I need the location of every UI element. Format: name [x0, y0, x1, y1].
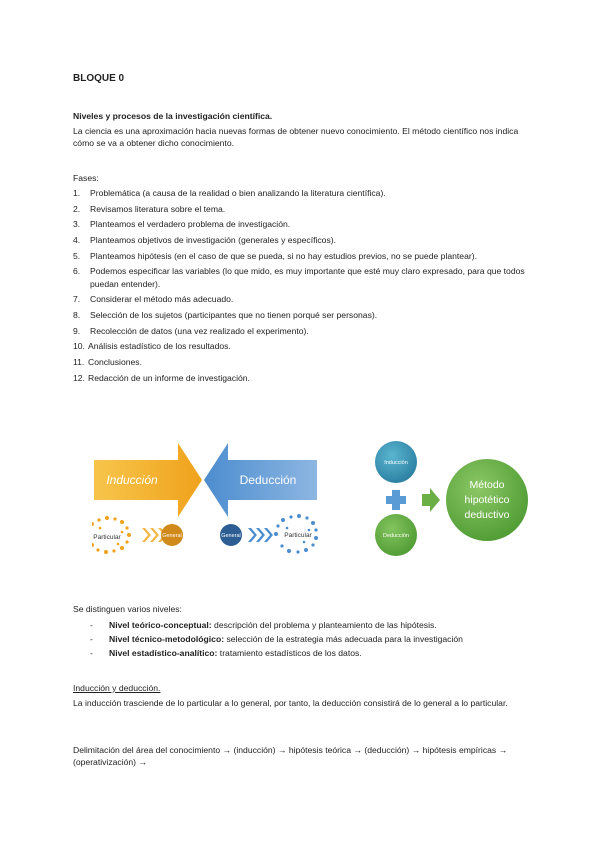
delimitacion-paragraph: Delimitación del área del conocimiento → (inducción) → hipótesis teórica → (deducción) → hipótesis empíricas → (operativización) →	[73, 745, 508, 768]
induccion-circle-label: Inducción	[384, 460, 408, 466]
list-item: 10. Análisis estadístico de los resultados.	[73, 341, 231, 352]
list-item: 6. Podemos especificar las variables (lo que mido, es muy importante que esté muy claro expresado, para que todos puedan entender).	[73, 266, 525, 289]
section-title: Niveles y procesos de la investigación científica.	[73, 111, 273, 121]
green-arrow-icon	[422, 488, 440, 512]
list-item: 2. Revisamos literatura sobre el tema.	[73, 203, 226, 214]
list-item: 3. Planteamos el verdadero problema de investigación.	[73, 219, 291, 230]
induccion-paragraph: La inducción trasciende de lo particular a lo general, por tanto, la deducción consistirá de lo general a lo particular.	[73, 698, 508, 708]
particular-label-left: Particular	[93, 534, 121, 541]
list-item: 8. Selección de los sujetos (participantes que no tienen porqué ser personas).	[73, 309, 378, 320]
list-item: - Nivel teórico-conceptual: descripción del problema y planteamiento de las hipótesis.	[90, 620, 437, 630]
list-item: 11. Conclusiones.	[73, 356, 142, 367]
list-item: 1. Problemática (a causa de la realidad o bien analizando la literatura científica).	[73, 188, 386, 198]
induction-arrow-label: Inducción	[106, 473, 158, 487]
plus-icon	[386, 490, 406, 510]
niveles-list	[90, 619, 540, 661]
general-label-orange: General	[162, 533, 182, 539]
intro-paragraph: La ciencia es una aproximación hacia nuevas formas de obtener nuevo conocimiento. El método científico nos indica cómo se va a obtener dicho conocimiento.	[73, 126, 519, 149]
list-item: - Nivel técnico-metodológico: selección de la estrategia más adecuada para la investigación	[90, 633, 463, 644]
page-heading: BLOQUE 0	[73, 73, 125, 84]
fases-list	[73, 187, 533, 387]
list-item: - Nivel estadístico-analítico: tratamiento estadísticos de los datos.	[90, 647, 362, 658]
general-label-blue: General	[221, 533, 241, 539]
chevrons-blue	[248, 528, 273, 542]
deduction-arrow-label: Deducción	[239, 473, 297, 487]
particular-label-right: Particular	[284, 532, 312, 539]
fases-label: Fases:	[73, 173, 99, 183]
induccion-section-title: Inducción y deducción.	[73, 683, 161, 693]
list-item: 12. Redacción de un informe de investigación.	[73, 372, 250, 383]
list-item: 5. Planteamos hipótesis (en el caso de que se pueda, si no hay estudios previos, no se puede plantear).	[73, 250, 477, 261]
metodo-line-2: hipotético	[464, 494, 510, 506]
metodo-line-1: Método	[469, 479, 505, 491]
list-item: 7. Considerar el método más adecuado.	[73, 294, 234, 305]
metodo-line-3: deductivo	[464, 509, 510, 521]
list-item: 4. Planteamos objetivos de investigación (generales y específicos).	[73, 234, 337, 245]
niveles-label: Se distinguen varios niveles:	[73, 604, 182, 614]
induction-deduction-diagram	[92, 440, 552, 565]
list-item: 9. Recolección de datos (una vez realizado el experimento).	[73, 325, 309, 336]
deduccion-circle-label: Deducción	[383, 533, 409, 539]
